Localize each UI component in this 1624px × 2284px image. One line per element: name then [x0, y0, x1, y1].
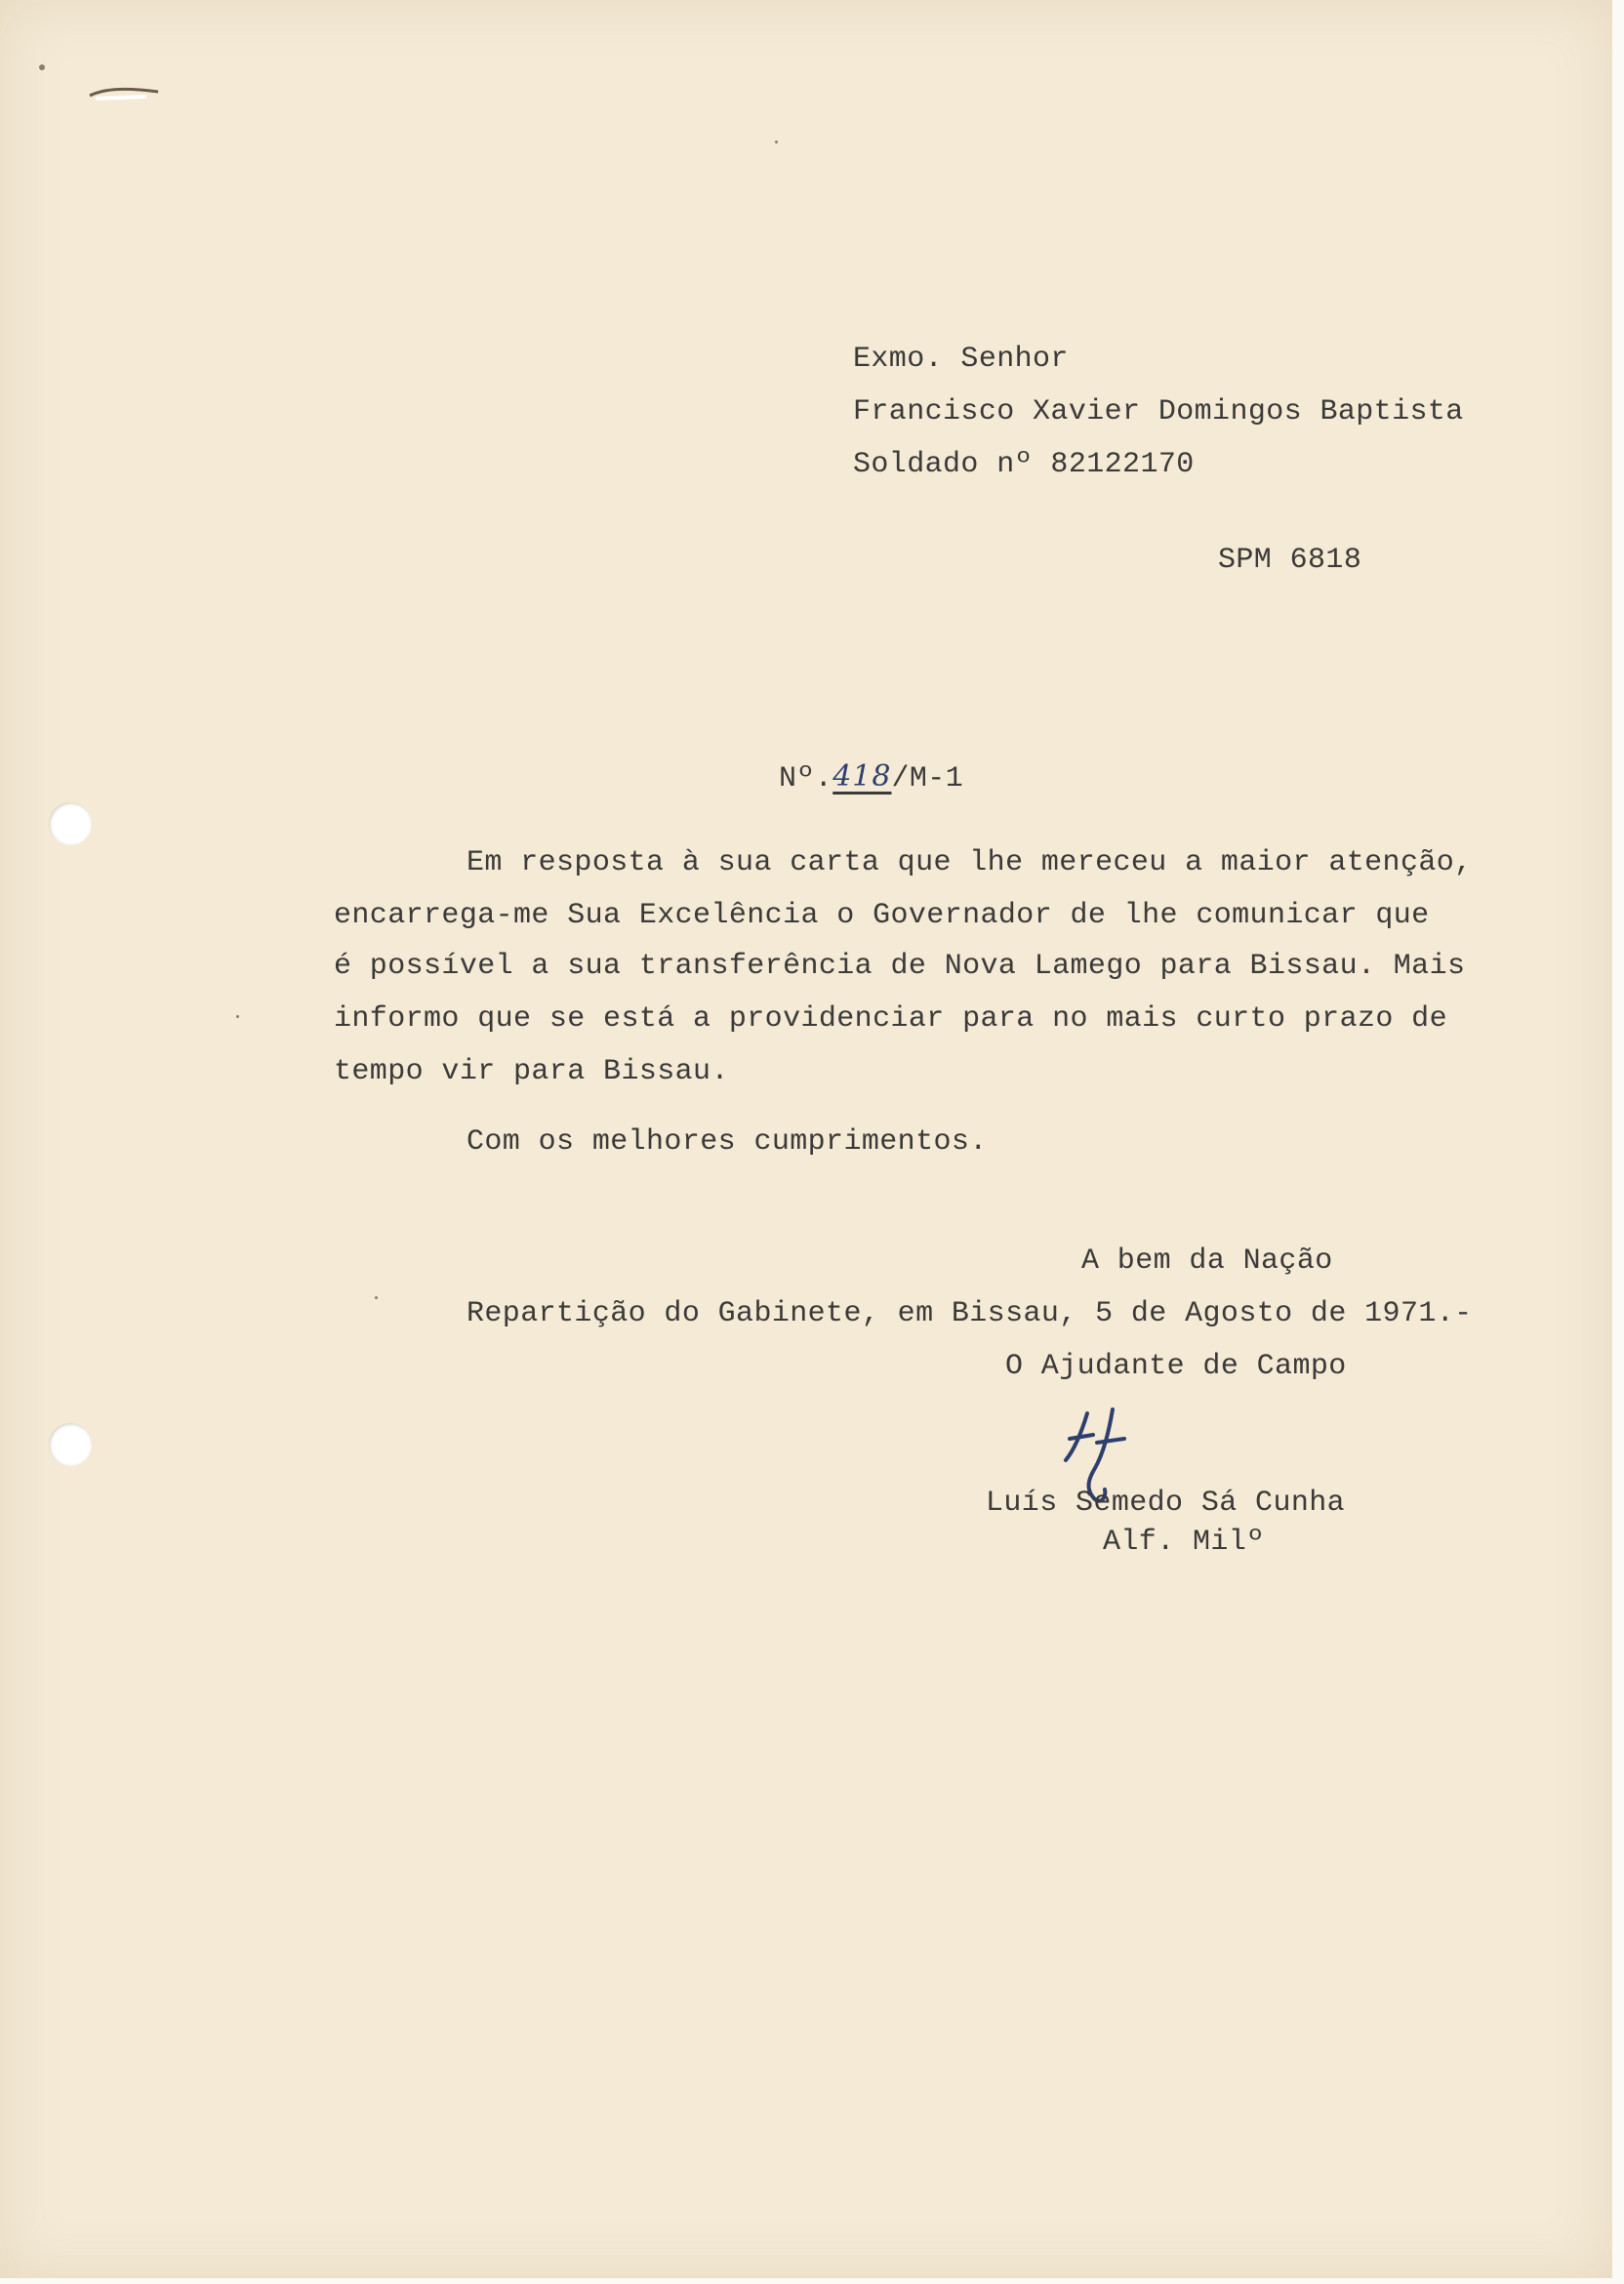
body-line: encarrega-me Sua Excelência o Governador de lhe comunicar que [334, 899, 1430, 932]
scan-edge-right [1612, 0, 1624, 2284]
body-line: informo que se está a providenciar para no mais curto prazo de [334, 1002, 1447, 1036]
body-line: tempo vir para Bissau. [334, 1055, 729, 1088]
scan-edge-bottom [0, 2278, 1624, 2284]
closing-role: O Ajudante de Campo [1005, 1350, 1347, 1383]
paper-speck [775, 141, 778, 143]
paper-speck [375, 1296, 378, 1299]
punch-hole [49, 802, 92, 845]
punch-hole [49, 1423, 92, 1466]
signatory-rank: Alf. Milº [1103, 1526, 1265, 1559]
staple-mark-icon [86, 84, 164, 102]
paper-speck [39, 64, 45, 70]
body-line: é possível a sua transferência de Nova Lamego para Bissau. Mais [334, 950, 1466, 983]
recipient-rank-number: Soldado nº 82122170 [853, 448, 1195, 481]
reference-suffix: /M-1 [891, 762, 964, 795]
recipient-salutation: Exmo. Senhor [853, 343, 1069, 376]
recipient-name: Francisco Xavier Domingos Baptista [853, 395, 1464, 428]
closing-place-date: Repartição do Gabinete, em Bissau, 5 de Agosto de 1971.- [467, 1297, 1473, 1330]
closing-motto: A bem da Nação [1081, 1244, 1333, 1278]
greeting: Com os melhores cumprimentos. [467, 1125, 988, 1159]
reference-number [779, 759, 963, 796]
reference-prefix: Nº. [779, 762, 833, 795]
signatory-name: Luís Semedo Sá Cunha [986, 1487, 1346, 1520]
recipient-postal-code: SPM 6818 [1218, 544, 1362, 577]
reference-handwritten-number: 418 [832, 759, 892, 794]
paper-speck [236, 1015, 239, 1018]
body-line: Em resposta à sua carta que lhe mereceu a maior atenção, [467, 846, 1473, 879]
